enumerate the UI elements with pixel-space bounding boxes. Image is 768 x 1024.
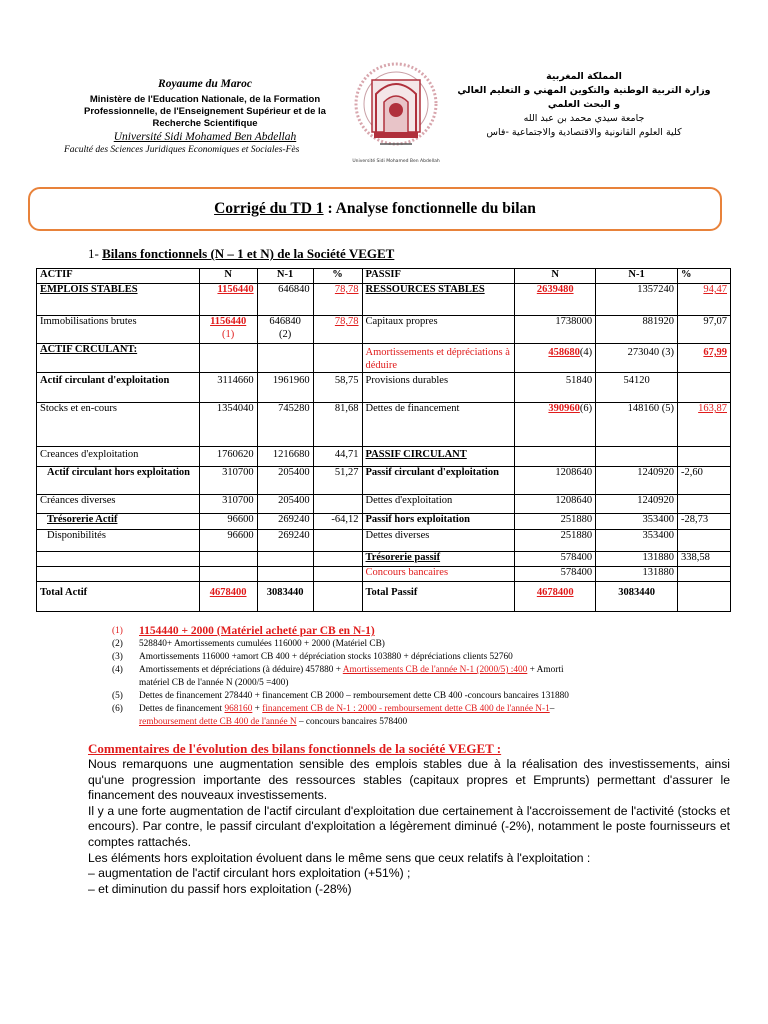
- footnote-3: [112, 651, 732, 664]
- immobilisations-n: 1156440: [210, 316, 247, 327]
- table-row: [37, 530, 731, 552]
- table-row: [37, 284, 731, 316]
- empty-cell: [678, 447, 731, 467]
- footnote-4-text-b: Amortissements CB de l'année N-1 (2000/5) :400: [342, 665, 528, 675]
- tresorerie-passif-pct: 338,58: [678, 552, 731, 567]
- total-actif-n: 4678400: [199, 582, 257, 612]
- actif-circ-expl-n1: 1961960: [257, 373, 313, 403]
- header-pct: %: [313, 269, 362, 284]
- header-n1: N-1: [257, 269, 313, 284]
- footnote-3-text: Amortissements 116000 +amort CB 400 + dépréciation stocks 103880 + dépréciations clients 52760: [139, 652, 513, 662]
- arabic-university-label: جامعة سيدي محمد بن عبد الله: [523, 113, 645, 124]
- empty-cell: [313, 495, 362, 514]
- table-row: [37, 344, 731, 373]
- empty-cell: [257, 567, 313, 582]
- empty-cell: [313, 530, 362, 552]
- disponibilites-n: 96600: [199, 530, 257, 552]
- actif-circulant-label: ACTIF CRCULANT:: [37, 344, 200, 373]
- actif-hors-expl-n1: 205400: [257, 467, 313, 495]
- amortissements-pct: 67,99: [678, 344, 731, 373]
- table-row: [37, 316, 731, 344]
- immobilisations-n1: 646840: [269, 316, 301, 327]
- passif-circ-expl-label: Passif circulant d'exploitation: [362, 467, 515, 495]
- empty-cell: [37, 552, 200, 567]
- empty-cell: [678, 530, 731, 552]
- arabic-faculty-label: كلية العلوم القانونية والاقتصادية والاجتماعية -فاس: [486, 127, 682, 138]
- kingdom-label: Royaume du Maroc: [158, 78, 252, 90]
- footnote-4-text-c: + Amorti: [527, 665, 564, 675]
- footnotes: [112, 625, 732, 729]
- header-passif: PASSIF: [362, 269, 515, 284]
- ressources-stables-pct: 94,47: [678, 284, 731, 316]
- dettes-diverses-label: Dettes diverses: [362, 530, 515, 552]
- total-passif-label: Total Passif: [362, 582, 515, 612]
- ressources-stables-n: 2639480: [515, 284, 596, 316]
- footnote-4-text-d: matériel CB de l'année N (2000/5 =400): [139, 678, 289, 688]
- amortissements-n1: 273040 (3): [596, 344, 678, 373]
- ressources-stables-n1: 1357240: [596, 284, 678, 316]
- actif-hors-expl-pct: 51,27: [313, 467, 362, 495]
- subtitle-text: Bilans fonctionnels (N – 1 et N) de la Société VEGET: [102, 246, 395, 261]
- footnote-1-text: 1154440 + 2000 (Matériel acheté par CB en N-1): [139, 625, 375, 637]
- footnote-5-text: Dettes de financement 278440 + financement CB 2000 – remboursement dette CB 400 -concours bancaires 131880: [139, 691, 569, 701]
- table-row: [37, 495, 731, 514]
- faculty-label: Faculté des Sciences Juridiques Economiques et Sociales-Fès: [64, 145, 300, 155]
- footnote-1-num: (1): [112, 626, 123, 636]
- subtitle-number: 1-: [88, 246, 103, 261]
- tresorerie-actif-label: Trésorerie Actif: [37, 514, 200, 530]
- header-passif-n1: N-1: [596, 269, 678, 284]
- stocks-pct: 81,68: [313, 403, 362, 447]
- footnote-4-text-a: Amortissements et dépréciations (à déduire) 457880 +: [139, 665, 343, 675]
- arabic-kingdom-label: المملكة المغربية: [546, 71, 622, 82]
- bilan-table: [36, 268, 731, 612]
- footnote-6-text-f: remboursement dette CB 400 de l'année N: [139, 717, 297, 727]
- creances-expl-n1: 1216680: [257, 447, 313, 467]
- dettes-financement-n1: 148160 (5): [596, 403, 678, 447]
- amortissements-n-cell: [515, 344, 596, 373]
- comment-paragraph-3: Les éléments hors exploitation évoluent dans le même sens que ceux relatifs à l'exploitation :: [88, 850, 591, 865]
- header-actif: ACTIF: [37, 269, 200, 284]
- footnote-6-text-e: –: [549, 704, 555, 714]
- total-actif-n1: 3083440: [257, 582, 313, 612]
- dettes-financement-n: 390960: [548, 403, 580, 414]
- empty-cell: [678, 567, 731, 582]
- footnote-4-num: (4): [112, 665, 123, 675]
- footnote-6-body: [139, 703, 554, 729]
- empty-cell: [257, 552, 313, 567]
- concours-bancaires-label: Concours bancaires: [362, 567, 515, 582]
- footnote-4-body: [139, 664, 564, 690]
- total-passif-n1: 3083440: [596, 582, 678, 612]
- comments-body: [88, 757, 730, 897]
- dettes-financement-n-cell: [515, 403, 596, 447]
- footnote-6-text-b: 968160: [224, 704, 253, 714]
- empty-cell: [596, 447, 678, 467]
- comment-paragraph-4: – augmentation de l'actif circulant hors exploitation (+51%) ;: [88, 866, 411, 881]
- disponibilites-label: Disponibilités: [37, 530, 200, 552]
- creances-expl-pct: 44,71: [313, 447, 362, 467]
- header-left: [60, 78, 350, 157]
- actif-hors-expl-n: 310700: [199, 467, 257, 495]
- arabic-ministry-label: وزارة التربية الوطنية والتكوين المهني و التعليم العالي: [457, 85, 711, 96]
- table-row: [37, 373, 731, 403]
- table-row: [37, 447, 731, 467]
- header-passif-n: N: [515, 269, 596, 284]
- passif-circ-expl-n1: 1240920: [596, 467, 678, 495]
- footnote-6-num: (6): [112, 704, 123, 714]
- footnote-2: [112, 638, 732, 651]
- creances-diverses-label: Créances diverses: [37, 495, 200, 514]
- table-row: [37, 403, 731, 447]
- empty-cell: [678, 495, 731, 514]
- footnote-5-num: (5): [112, 691, 123, 701]
- footnote-6-text-c: +: [252, 704, 263, 714]
- table-total-row: [37, 582, 731, 612]
- empty-cell: [37, 567, 200, 582]
- table-row: [37, 514, 731, 530]
- table-row: [37, 467, 731, 495]
- capitaux-propres-n1: 881920: [596, 316, 678, 344]
- empty-cell: [678, 582, 731, 612]
- dettes-financement-pct: 163,87: [678, 403, 731, 447]
- empty-cell: [313, 344, 362, 373]
- title-prefix: Corrigé du TD 1: [214, 200, 324, 217]
- dettes-diverses-n1: 353400: [596, 530, 678, 552]
- concours-bancaires-n: 578400: [515, 567, 596, 582]
- provisions-durables-n: 51840: [515, 373, 596, 403]
- footnote-2-text: 528840+ Amortissements cumulées 116000 + 2000 (Matériel CB): [139, 639, 385, 649]
- tresorerie-passif-n: 578400: [515, 552, 596, 567]
- empty-cell: [515, 447, 596, 467]
- disponibilites-n1: 269240: [257, 530, 313, 552]
- emplois-stables-label: EMPLOIS STABLES: [37, 284, 200, 316]
- dettes-expl-label: Dettes d'exploitation: [362, 495, 515, 514]
- capitaux-propres-label: Capitaux propres: [362, 316, 515, 344]
- amortissements-n: 458680: [548, 347, 580, 358]
- capitaux-propres-n: 1738000: [515, 316, 596, 344]
- table-header-row: [37, 269, 731, 284]
- comment-paragraph-5: – et diminution du passif hors exploitation (-28%): [88, 881, 352, 896]
- passif-circ-expl-pct: -2,60: [678, 467, 731, 495]
- footnote-6-text-a: Dettes de financement: [139, 704, 225, 714]
- header-right: [448, 70, 720, 140]
- page-title: [28, 200, 722, 218]
- actif-circ-expl-pct: 58,75: [313, 373, 362, 403]
- footnote-3-num: (3): [112, 652, 123, 662]
- emplois-stables-pct: 78,78: [313, 284, 362, 316]
- actif-circ-expl-label: Actif circulant d'exploitation: [37, 373, 200, 403]
- table-row: [37, 552, 731, 567]
- passif-hors-expl-n1: 353400: [596, 514, 678, 530]
- immobilisations-n1-note: (2): [278, 328, 292, 340]
- empty-cell: [313, 567, 362, 582]
- passif-hors-expl-n: 251880: [515, 514, 596, 530]
- dettes-diverses-n: 251880: [515, 530, 596, 552]
- passif-circulant-label: PASSIF CIRCULANT: [362, 447, 515, 467]
- amortissements-label: Amortissements et dépréciations à déduire: [362, 344, 515, 373]
- creances-diverses-n1: 205400: [257, 495, 313, 514]
- table-row: [37, 567, 731, 582]
- provisions-durables-n1: 54120: [596, 373, 678, 403]
- total-passif-n: 4678400: [515, 582, 596, 612]
- ressources-stables-label: RESSOURCES STABLES: [362, 284, 515, 316]
- footnote-1: [112, 625, 732, 638]
- comments-title: Commentaires de l'évolution des bilans fonctionnels de la société VEGET :: [88, 741, 502, 756]
- creances-expl-label: Creances d'exploitation: [37, 447, 200, 467]
- capitaux-propres-pct: 97,07: [678, 316, 731, 344]
- amortissements-n-note: (4): [579, 347, 593, 358]
- comment-paragraph-2: Il y a une forte augmentation de l'actif circulant d'exploitation due certainement à l'accroissement de l'activité (stocks et encours). Par contre, le passif circulant d'exploitation a légèrement diminué (-2%), notamment le poste fournisseurs et comptes rattachés.: [88, 803, 730, 849]
- actif-circ-expl-n: 3114660: [199, 373, 257, 403]
- immobilisations-pct: 78,78: [313, 316, 362, 344]
- empty-cell: [257, 344, 313, 373]
- dettes-financement-label: Dettes de financement: [362, 403, 515, 447]
- section-subtitle: [88, 246, 394, 262]
- tresorerie-actif-n1: 269240: [257, 514, 313, 530]
- footnote-5: [112, 690, 732, 703]
- tresorerie-actif-pct: -64,12: [313, 514, 362, 530]
- empty-cell: [313, 582, 362, 612]
- dettes-expl-n: 1208640: [515, 495, 596, 514]
- footnote-6-text-g: – concours bancaires 578400: [296, 717, 408, 727]
- immobilisations-n1-cell: [257, 316, 313, 344]
- ministry-label: Ministère de l'Education Nationale, de la Formation Professionnelle, de l'Enseignement Supérieur et de la Recherche Scientifique: [84, 94, 326, 129]
- stocks-label: Stocks et en-cours: [37, 403, 200, 447]
- creances-diverses-n: 310700: [199, 495, 257, 514]
- passif-hors-expl-label: Passif hors exploitation: [362, 514, 515, 530]
- footnote-2-num: (2): [112, 639, 123, 649]
- title-suffix: : Analyse fonctionnelle du bilan: [323, 200, 536, 217]
- header-passif-pct: %: [678, 269, 731, 284]
- footnote-6-text-d: financement CB de N-1 : 2000 - remboursement dette CB 400 de l'année N-1: [262, 704, 550, 714]
- actif-hors-expl-label: Actif circulant hors exploitation: [37, 467, 200, 495]
- emplois-stables-n: 1156440: [199, 284, 257, 316]
- tresorerie-passif-label: Trésorerie passif: [362, 552, 515, 567]
- passif-circ-expl-n: 1208640: [515, 467, 596, 495]
- university-logo: [350, 52, 442, 182]
- tresorerie-passif-n1: 131880: [596, 552, 678, 567]
- dettes-expl-n1: 1240920: [596, 495, 678, 514]
- concours-bancaires-n1: 131880: [596, 567, 678, 582]
- footnote-4: [112, 664, 732, 690]
- empty-cell: [199, 552, 257, 567]
- emplois-stables-n1: 646840: [257, 284, 313, 316]
- university-label: Université Sidi Mohamed Ben Abdellah: [113, 131, 297, 143]
- empty-cell: [199, 344, 257, 373]
- immobilisations-n-cell: [199, 316, 257, 344]
- empty-cell: [678, 373, 731, 403]
- stocks-n: 1354040: [199, 403, 257, 447]
- immobilisations-n-note: (1): [222, 328, 235, 340]
- comment-paragraph-1: Nous remarquons une augmentation sensible des emplois stables due à la réalisation des investissements, ainsi qu'une progression importante des ressources stables (capitaux propres et Emprunts) permettant d'assurer le financement des nouveaux investissements.: [88, 757, 730, 803]
- creances-expl-n: 1760620: [199, 447, 257, 467]
- arabic-research-label: و البحث العلمي: [547, 99, 621, 110]
- footnote-6: [112, 703, 732, 729]
- logo-caption: Université Sidi Mohamed Ben Abdellah: [352, 159, 440, 164]
- header-n: N: [199, 269, 257, 284]
- empty-cell: [313, 552, 362, 567]
- passif-hors-expl-pct: -28,73: [678, 514, 731, 530]
- dettes-financement-n-note: (6): [579, 403, 593, 414]
- total-actif-label: Total Actif: [37, 582, 200, 612]
- provisions-durables-label: Provisions durables: [362, 373, 515, 403]
- tresorerie-actif-n: 96600: [199, 514, 257, 530]
- empty-cell: [199, 567, 257, 582]
- stocks-n1: 745280: [257, 403, 313, 447]
- immobilisations-label: Immobilisations brutes: [37, 316, 200, 344]
